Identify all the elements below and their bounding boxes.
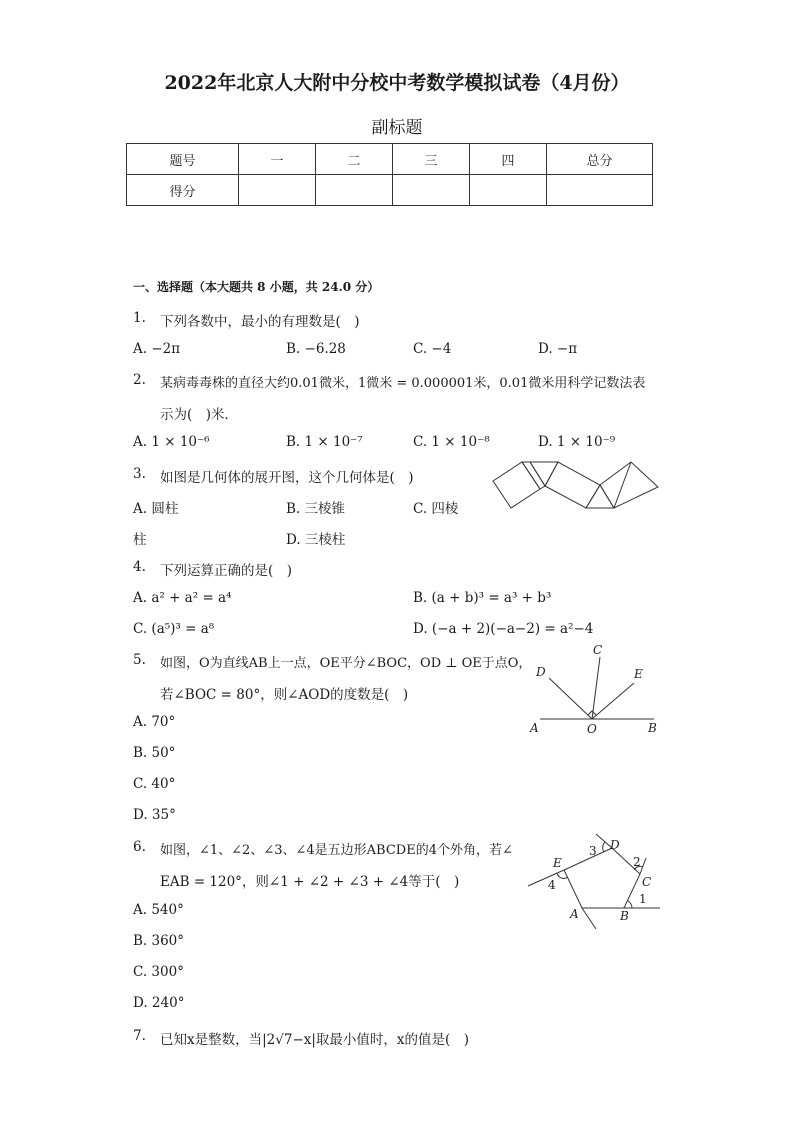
option-c[interactable]: C. −4 bbox=[413, 341, 452, 357]
question-number: 2. bbox=[133, 372, 146, 388]
ext-ea bbox=[582, 908, 596, 929]
question-text-continued: EAB = 120°，则∠1 + ∠2 + ∠3 + ∠4等于( ) bbox=[160, 874, 460, 890]
label-e: E bbox=[634, 667, 643, 681]
score-cell[interactable] bbox=[393, 175, 470, 206]
option-a[interactable]: A. 540° bbox=[133, 902, 184, 918]
pentagon-figure bbox=[526, 832, 662, 930]
question-number: 4. bbox=[133, 559, 146, 575]
label-c: C bbox=[642, 875, 652, 889]
option-d[interactable]: D. 三棱柱 bbox=[286, 532, 346, 548]
option-c[interactable]: C. 300° bbox=[133, 964, 184, 980]
question-number: 5. bbox=[133, 652, 146, 668]
score-header-cell: 四 bbox=[470, 144, 547, 175]
net-right-square bbox=[600, 462, 658, 508]
option-a[interactable]: A. 圆柱 bbox=[133, 501, 179, 517]
option-c[interactable]: C. 1 × 10⁻⁸ bbox=[413, 434, 490, 450]
score-header-cell: 三 bbox=[393, 144, 470, 175]
option-a[interactable]: A. −2π bbox=[133, 341, 181, 357]
ext-de bbox=[528, 870, 564, 886]
option-b[interactable]: B. 三棱锥 bbox=[286, 501, 346, 517]
net-rect-left bbox=[522, 462, 545, 489]
option-d[interactable]: D. 1 × 10⁻⁹ bbox=[538, 434, 616, 450]
label-o: O bbox=[587, 722, 597, 736]
score-cell[interactable] bbox=[239, 175, 316, 206]
option-d[interactable]: D. −π bbox=[538, 341, 578, 357]
label-angle-4: 4 bbox=[548, 878, 556, 892]
question-text-continued: 若∠BOC = 80°，则∠AOD的度数是( ) bbox=[160, 687, 409, 703]
question-text: 已知x是整数，当|2√7−x|取最小值时，x的值是( ) bbox=[160, 1032, 470, 1048]
question-text: 如图，∠1、∠2、∠3、∠4是五边形ABCDE的4个外角，若∠ bbox=[160, 843, 513, 858]
question-text: 如图，O为直线AB上一点，OE平分∠BOC，OD ⊥ OE于点O， bbox=[160, 656, 532, 671]
score-cell[interactable] bbox=[316, 175, 393, 206]
option-b[interactable]: B. −6.28 bbox=[286, 341, 346, 357]
ray-od bbox=[549, 678, 592, 719]
exam-title: 2022年北京人大附中分校中考数学模拟试卷（4月份） bbox=[164, 72, 630, 94]
score-header-cell: 一 bbox=[239, 144, 316, 175]
net-bottom-triangle bbox=[586, 485, 614, 508]
option-b[interactable]: B. (a + b)³ = a³ + b³ bbox=[413, 590, 552, 606]
score-table-score-row bbox=[127, 175, 653, 206]
angle-arc-1 bbox=[628, 901, 632, 908]
question-number: 3. bbox=[133, 466, 146, 482]
ray-oc bbox=[592, 657, 600, 719]
section-heading: 一、选择题（本大题共 8 小题，共 24.0 分） bbox=[133, 280, 380, 294]
label-d: D bbox=[610, 838, 620, 852]
question-text: 下列各数中，最小的有理数是( ) bbox=[160, 314, 360, 330]
label-c: C bbox=[593, 643, 603, 657]
label-angle-1: 1 bbox=[639, 892, 647, 906]
option-a[interactable]: A. 1 × 10⁻⁶ bbox=[133, 434, 210, 450]
label-b: B bbox=[620, 909, 629, 923]
option-a[interactable]: A. a² + a² = a⁴ bbox=[133, 590, 232, 606]
question-number: 6. bbox=[133, 839, 146, 855]
net-middle-rectangle bbox=[545, 462, 600, 508]
option-d[interactable]: D. (−a + 2)(−a−2) = a²−4 bbox=[413, 621, 594, 637]
angle-arc-3 bbox=[603, 842, 605, 852]
label-e: E bbox=[553, 856, 562, 870]
question-text: 某病毒毒株的直径大约0.01微米，1微米 = 0.000001米，0.01微米用科学记数法表 bbox=[160, 376, 646, 391]
score-row-label: 得分 bbox=[127, 175, 239, 206]
right-angle-mark bbox=[588, 711, 596, 715]
option-b[interactable]: B. 360° bbox=[133, 933, 185, 949]
score-cell[interactable] bbox=[470, 175, 547, 206]
label-a: A bbox=[530, 721, 539, 735]
angle-figure bbox=[526, 640, 662, 738]
question-text: 下列运算正确的是( ) bbox=[160, 563, 293, 579]
prism-net-figure bbox=[490, 458, 662, 514]
score-table bbox=[126, 143, 653, 206]
option-c-wrap: 柱 bbox=[133, 532, 147, 548]
pentagon-abcde bbox=[564, 848, 640, 908]
score-header-cell: 题号 bbox=[127, 144, 239, 175]
ray-oe bbox=[592, 683, 634, 719]
option-c[interactable]: C. 40° bbox=[133, 776, 176, 792]
option-a[interactable]: A. 70° bbox=[133, 714, 176, 730]
label-b: B bbox=[648, 721, 657, 735]
option-b[interactable]: B. 1 × 10⁻⁷ bbox=[286, 434, 363, 450]
exam-subtitle: 副标题 bbox=[371, 118, 423, 138]
score-header-cell: 二 bbox=[316, 144, 393, 175]
question-number: 7. bbox=[133, 1028, 146, 1044]
label-angle-3: 3 bbox=[589, 844, 597, 858]
option-b[interactable]: B. 50° bbox=[133, 745, 176, 761]
question-text: 如图是几何体的展开图，这个几何体是( ) bbox=[160, 470, 414, 486]
net-top-triangle bbox=[530, 462, 558, 486]
label-d: D bbox=[536, 665, 546, 679]
option-d[interactable]: D. 240° bbox=[133, 995, 185, 1011]
question-number: 1. bbox=[133, 310, 146, 326]
question-text-continued: 示为( )米． bbox=[160, 407, 239, 423]
score-cell[interactable] bbox=[547, 175, 653, 206]
option-d[interactable]: D. 35° bbox=[133, 807, 176, 823]
option-c[interactable]: C. 四棱 bbox=[413, 501, 459, 517]
label-a: A bbox=[570, 907, 579, 921]
option-c[interactable]: C. (a⁵)³ = a⁸ bbox=[133, 621, 215, 637]
score-header-cell: 总分 bbox=[547, 144, 653, 175]
score-table-header-row bbox=[127, 144, 653, 175]
label-angle-2: 2 bbox=[633, 855, 641, 869]
net-left-square bbox=[493, 462, 540, 508]
